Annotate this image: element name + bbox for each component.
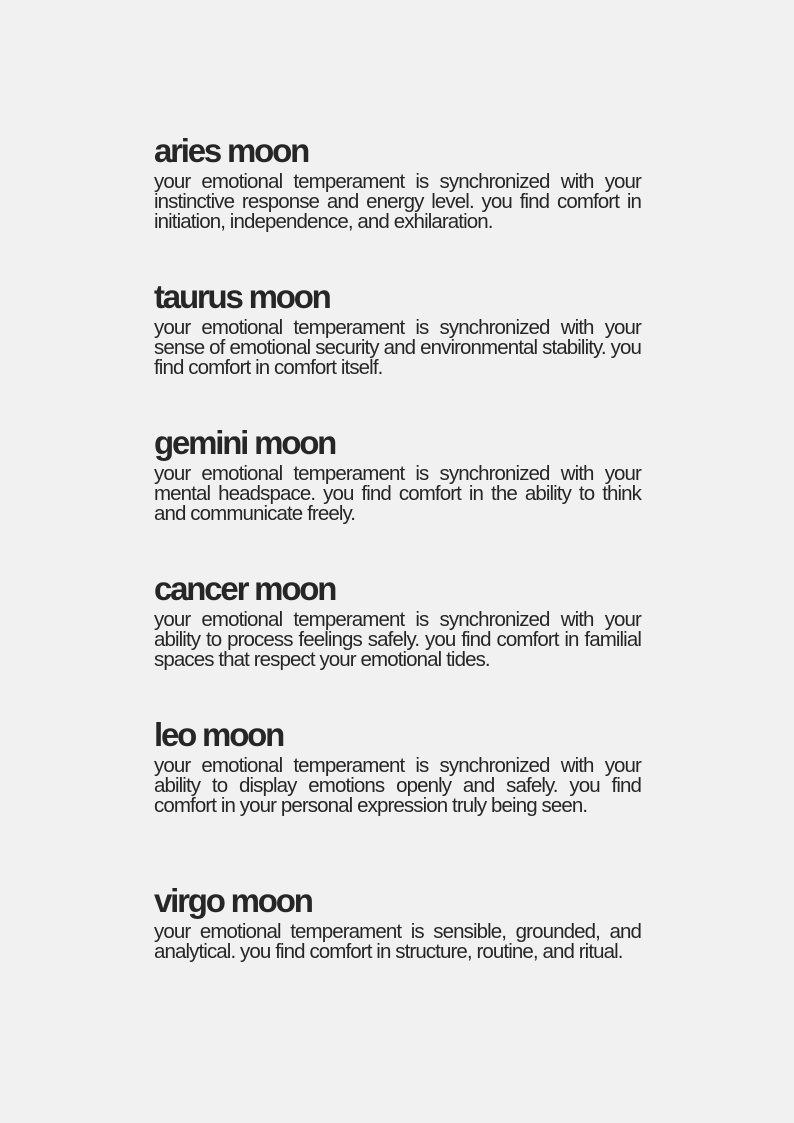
entry-taurus-moon <box>154 279 641 378</box>
entry-title: gemini moon <box>154 424 336 461</box>
entry-title: aries moon <box>154 132 309 169</box>
entry-description: your emotional temperament is synchronized with your ability to process feelings safely. you find comfort in familial spaces that respect your emotional tides. <box>154 608 641 671</box>
entry-virgo-moon <box>154 883 641 962</box>
entry-title: taurus moon <box>154 278 330 315</box>
entry-title: virgo moon <box>154 882 312 919</box>
entry-title: leo moon <box>154 716 284 753</box>
entry-description: your emotional temperament is synchronized with your instinctive response and energy level. you find comfort in initiation, independence, and exhilaration. <box>154 170 641 233</box>
entry-description: your emotional temperament is synchronized with your sense of emotional security and environmental stability. you find comfort in comfort itself. <box>154 316 641 379</box>
entry-aries-moon <box>154 133 641 232</box>
entry-description: your emotional temperament is synchronized with your mental headspace. you find comfort in the ability to think and communicate freely. <box>154 462 641 525</box>
entry-description: your emotional temperament is synchronized with your ability to display emotions openly and safely. you find comfort in your personal expression truly being seen. <box>154 754 641 817</box>
entry-title: cancer moon <box>154 570 336 607</box>
entry-cancer-moon <box>154 571 641 670</box>
entry-leo-moon <box>154 717 641 816</box>
entry-description: your emotional temperament is sensible, grounded, and analytical. you find comfort in structure, routine, and ritual. <box>154 920 641 963</box>
entry-gemini-moon <box>154 425 641 524</box>
